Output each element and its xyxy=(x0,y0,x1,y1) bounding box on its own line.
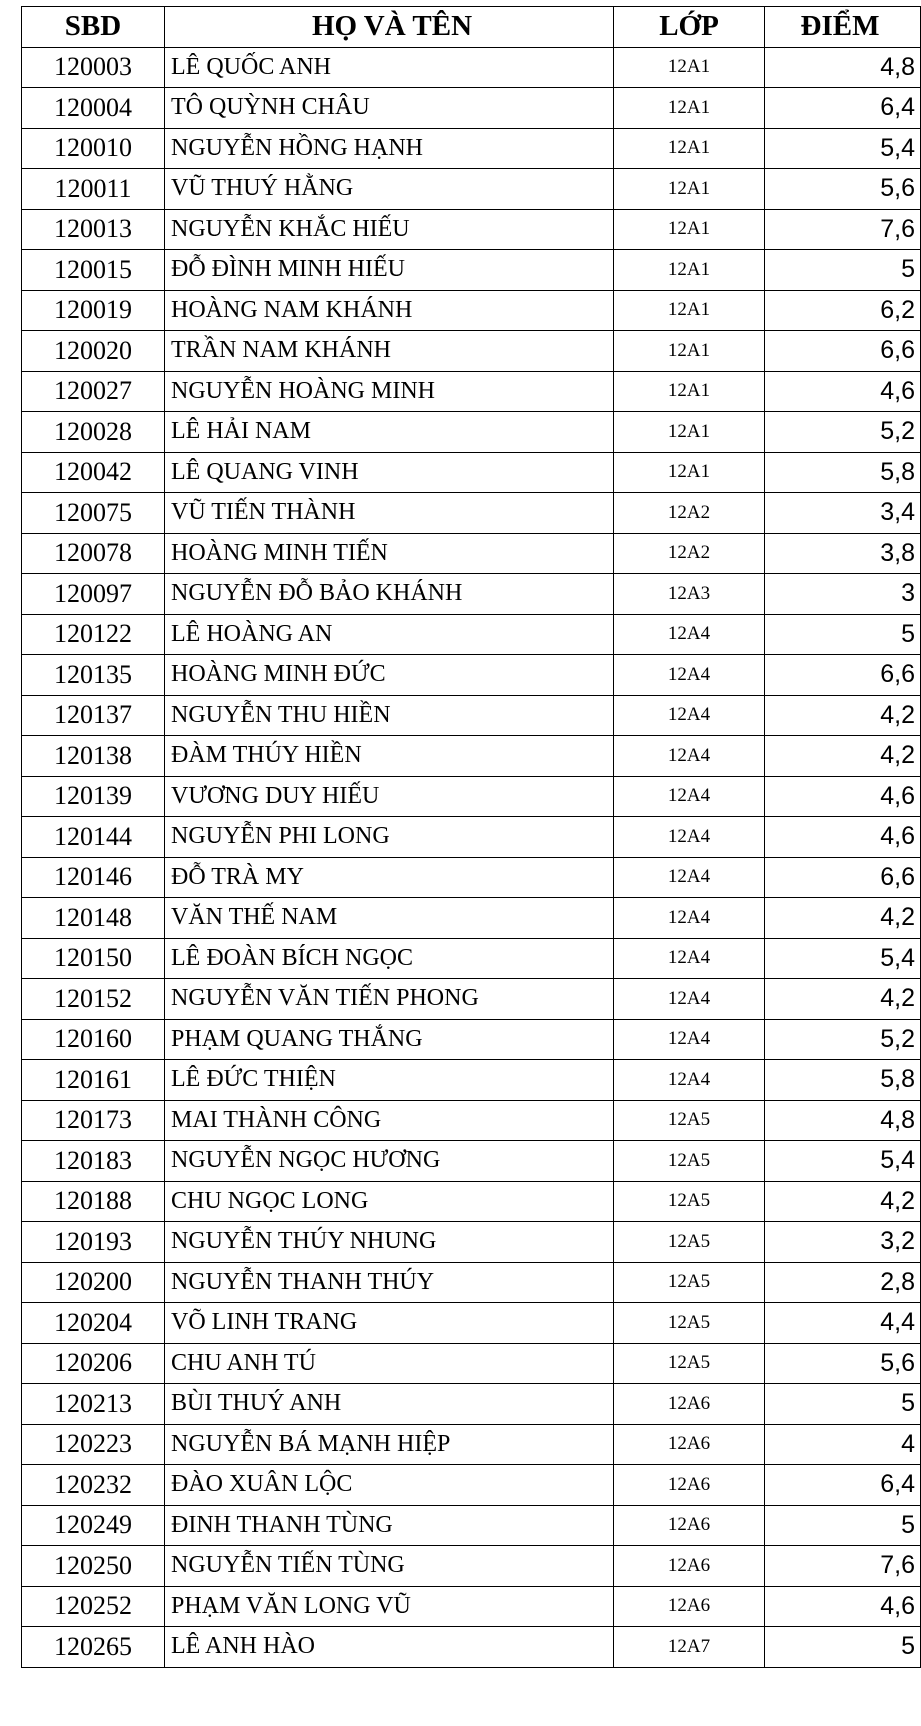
cell-name: CHU ANH TÚ xyxy=(165,1343,614,1384)
cell-score: 3 xyxy=(765,574,921,615)
table-row xyxy=(22,1060,921,1101)
cell-score: 5,6 xyxy=(765,1343,921,1384)
table-row xyxy=(22,938,921,979)
table-row xyxy=(22,817,921,858)
cell-score: 5 xyxy=(765,1505,921,1546)
score-table xyxy=(21,6,921,1668)
cell-name: NGUYỄN THÚY NHUNG xyxy=(165,1222,614,1263)
cell-name: VÕ LINH TRANG xyxy=(165,1303,614,1344)
cell-score: 4,8 xyxy=(765,47,921,88)
cell-score: 2,8 xyxy=(765,1262,921,1303)
cell-class: 12A4 xyxy=(614,857,765,898)
cell-name: ĐÀM THÚY HIỀN xyxy=(165,736,614,777)
cell-sbd: 120015 xyxy=(22,250,165,291)
cell-name: NGUYỄN ĐỖ BẢO KHÁNH xyxy=(165,574,614,615)
cell-class: 12A6 xyxy=(614,1505,765,1546)
cell-name: BÙI THUÝ ANH xyxy=(165,1384,614,1425)
cell-class: 12A4 xyxy=(614,817,765,858)
table-row xyxy=(22,979,921,1020)
cell-class: 12A1 xyxy=(614,209,765,250)
cell-sbd: 120200 xyxy=(22,1262,165,1303)
cell-name: LÊ ĐỨC THIỆN xyxy=(165,1060,614,1101)
cell-name: HOÀNG MINH TIẾN xyxy=(165,533,614,574)
cell-class: 12A1 xyxy=(614,412,765,453)
cell-name: NGUYỄN HỒNG HẠNH xyxy=(165,128,614,169)
table-row xyxy=(22,169,921,210)
table-row xyxy=(22,128,921,169)
table-row xyxy=(22,614,921,655)
cell-class: 12A4 xyxy=(614,938,765,979)
cell-name: MAI THÀNH CÔNG xyxy=(165,1100,614,1141)
cell-name: CHU NGỌC LONG xyxy=(165,1181,614,1222)
cell-class: 12A1 xyxy=(614,128,765,169)
cell-name: LÊ HẢI NAM xyxy=(165,412,614,453)
cell-sbd: 120188 xyxy=(22,1181,165,1222)
cell-sbd: 120027 xyxy=(22,371,165,412)
cell-class: 12A5 xyxy=(614,1343,765,1384)
table-row xyxy=(22,331,921,372)
cell-name: VŨ TIẾN THÀNH xyxy=(165,493,614,534)
cell-class: 12A1 xyxy=(614,371,765,412)
cell-sbd: 120252 xyxy=(22,1586,165,1627)
cell-score: 6,6 xyxy=(765,331,921,372)
cell-score: 4,2 xyxy=(765,695,921,736)
cell-class: 12A1 xyxy=(614,452,765,493)
table-row xyxy=(22,1222,921,1263)
cell-score: 3,8 xyxy=(765,533,921,574)
cell-class: 12A4 xyxy=(614,898,765,939)
cell-class: 12A6 xyxy=(614,1424,765,1465)
cell-name: VĂN THẾ NAM xyxy=(165,898,614,939)
table-row xyxy=(22,1424,921,1465)
cell-sbd: 120013 xyxy=(22,209,165,250)
cell-sbd: 120152 xyxy=(22,979,165,1020)
cell-class: 12A5 xyxy=(614,1262,765,1303)
cell-sbd: 120042 xyxy=(22,452,165,493)
cell-sbd: 120148 xyxy=(22,898,165,939)
cell-class: 12A4 xyxy=(614,655,765,696)
table-row xyxy=(22,1465,921,1506)
cell-class: 12A5 xyxy=(614,1181,765,1222)
cell-score: 5 xyxy=(765,614,921,655)
table-row xyxy=(22,574,921,615)
table-row xyxy=(22,1303,921,1344)
cell-class: 12A1 xyxy=(614,169,765,210)
cell-sbd: 120019 xyxy=(22,290,165,331)
cell-score: 5,6 xyxy=(765,169,921,210)
table-row xyxy=(22,47,921,88)
cell-sbd: 120144 xyxy=(22,817,165,858)
cell-score: 4,6 xyxy=(765,371,921,412)
cell-score: 5,2 xyxy=(765,412,921,453)
cell-class: 12A6 xyxy=(614,1465,765,1506)
cell-sbd: 120004 xyxy=(22,88,165,129)
table-row xyxy=(22,533,921,574)
header-row xyxy=(22,7,921,48)
cell-class: 12A1 xyxy=(614,250,765,291)
cell-score: 6,4 xyxy=(765,88,921,129)
table-row xyxy=(22,1181,921,1222)
cell-sbd: 120146 xyxy=(22,857,165,898)
table-row xyxy=(22,1141,921,1182)
cell-sbd: 120250 xyxy=(22,1546,165,1587)
cell-sbd: 120138 xyxy=(22,736,165,777)
cell-score: 4,2 xyxy=(765,979,921,1020)
table-row xyxy=(22,1343,921,1384)
cell-class: 12A7 xyxy=(614,1627,765,1668)
cell-score: 6,6 xyxy=(765,857,921,898)
cell-sbd: 120135 xyxy=(22,655,165,696)
cell-name: NGUYỄN KHẮC HIẾU xyxy=(165,209,614,250)
cell-name: HOÀNG NAM KHÁNH xyxy=(165,290,614,331)
cell-sbd: 120193 xyxy=(22,1222,165,1263)
cell-name: LÊ ĐOÀN BÍCH NGỌC xyxy=(165,938,614,979)
cell-class: 12A1 xyxy=(614,88,765,129)
cell-class: 12A1 xyxy=(614,331,765,372)
cell-score: 7,6 xyxy=(765,1546,921,1587)
cell-sbd: 120028 xyxy=(22,412,165,453)
cell-class: 12A5 xyxy=(614,1303,765,1344)
table-row xyxy=(22,857,921,898)
cell-name: LÊ QUỐC ANH xyxy=(165,47,614,88)
table-row xyxy=(22,1019,921,1060)
cell-score: 4,8 xyxy=(765,1100,921,1141)
cell-sbd: 120139 xyxy=(22,776,165,817)
cell-score: 5,2 xyxy=(765,1019,921,1060)
cell-sbd: 120183 xyxy=(22,1141,165,1182)
cell-sbd: 120213 xyxy=(22,1384,165,1425)
cell-name: NGUYỄN VĂN TIẾN PHONG xyxy=(165,979,614,1020)
cell-name: NGUYỄN HOÀNG MINH xyxy=(165,371,614,412)
cell-class: 12A5 xyxy=(614,1141,765,1182)
table-row xyxy=(22,1100,921,1141)
cell-score: 5,4 xyxy=(765,128,921,169)
table-row xyxy=(22,452,921,493)
table-row xyxy=(22,1586,921,1627)
cell-sbd: 120011 xyxy=(22,169,165,210)
cell-name: NGUYỄN NGỌC HƯƠNG xyxy=(165,1141,614,1182)
cell-class: 12A5 xyxy=(614,1100,765,1141)
cell-score: 6,2 xyxy=(765,290,921,331)
cell-score: 3,2 xyxy=(765,1222,921,1263)
cell-name: ĐÀO XUÂN LỘC xyxy=(165,1465,614,1506)
cell-score: 5 xyxy=(765,1627,921,1668)
cell-sbd: 120010 xyxy=(22,128,165,169)
cell-sbd: 120161 xyxy=(22,1060,165,1101)
cell-score: 5,4 xyxy=(765,938,921,979)
cell-name: VƯƠNG DUY HIẾU xyxy=(165,776,614,817)
cell-class: 12A2 xyxy=(614,533,765,574)
cell-score: 4,2 xyxy=(765,1181,921,1222)
cell-name: NGUYỄN TIẾN TÙNG xyxy=(165,1546,614,1587)
cell-name: ĐỖ ĐÌNH MINH HIẾU xyxy=(165,250,614,291)
table-row xyxy=(22,655,921,696)
cell-sbd: 120003 xyxy=(22,47,165,88)
cell-name: PHẠM QUANG THẮNG xyxy=(165,1019,614,1060)
cell-score: 5,4 xyxy=(765,1141,921,1182)
cell-score: 4 xyxy=(765,1424,921,1465)
cell-sbd: 120137 xyxy=(22,695,165,736)
cell-score: 5 xyxy=(765,250,921,291)
cell-name: ĐINH THANH TÙNG xyxy=(165,1505,614,1546)
cell-sbd: 120078 xyxy=(22,533,165,574)
cell-class: 12A2 xyxy=(614,493,765,534)
cell-class: 12A4 xyxy=(614,1019,765,1060)
cell-class: 12A3 xyxy=(614,574,765,615)
cell-class: 12A4 xyxy=(614,614,765,655)
cell-name: HOÀNG MINH ĐỨC xyxy=(165,655,614,696)
cell-score: 4,6 xyxy=(765,1586,921,1627)
cell-score: 4,6 xyxy=(765,817,921,858)
cell-class: 12A5 xyxy=(614,1222,765,1263)
cell-class: 12A1 xyxy=(614,47,765,88)
cell-name: NGUYỄN THU HIỀN xyxy=(165,695,614,736)
table-row xyxy=(22,88,921,129)
table-row xyxy=(22,1546,921,1587)
cell-name: NGUYỄN BÁ MẠNH HIỆP xyxy=(165,1424,614,1465)
cell-score: 3,4 xyxy=(765,493,921,534)
cell-sbd: 120249 xyxy=(22,1505,165,1546)
cell-name: TRẦN NAM KHÁNH xyxy=(165,331,614,372)
table-row xyxy=(22,1505,921,1546)
cell-class: 12A4 xyxy=(614,1060,765,1101)
cell-class: 12A4 xyxy=(614,736,765,777)
cell-sbd: 120020 xyxy=(22,331,165,372)
header-score: ĐIỂM xyxy=(765,7,921,48)
cell-name: LÊ QUANG VINH xyxy=(165,452,614,493)
table-row xyxy=(22,412,921,453)
table-row xyxy=(22,209,921,250)
cell-name: LÊ ANH HÀO xyxy=(165,1627,614,1668)
cell-class: 12A6 xyxy=(614,1546,765,1587)
cell-sbd: 120150 xyxy=(22,938,165,979)
cell-score: 5,8 xyxy=(765,452,921,493)
cell-score: 5,8 xyxy=(765,1060,921,1101)
cell-name: NGUYỄN THANH THÚY xyxy=(165,1262,614,1303)
cell-sbd: 120265 xyxy=(22,1627,165,1668)
cell-class: 12A4 xyxy=(614,695,765,736)
cell-score: 5 xyxy=(765,1384,921,1425)
cell-score: 7,6 xyxy=(765,209,921,250)
cell-score: 4,6 xyxy=(765,776,921,817)
cell-name: NGUYỄN PHI LONG xyxy=(165,817,614,858)
cell-name: TÔ QUỲNH CHÂU xyxy=(165,88,614,129)
table-row xyxy=(22,1627,921,1668)
cell-score: 6,4 xyxy=(765,1465,921,1506)
cell-sbd: 120122 xyxy=(22,614,165,655)
cell-score: 4,2 xyxy=(765,898,921,939)
cell-class: 12A1 xyxy=(614,290,765,331)
table-row xyxy=(22,776,921,817)
cell-score: 4,4 xyxy=(765,1303,921,1344)
cell-sbd: 120232 xyxy=(22,1465,165,1506)
cell-name: PHẠM VĂN LONG VŨ xyxy=(165,1586,614,1627)
table-row xyxy=(22,371,921,412)
table-row xyxy=(22,493,921,534)
table-row xyxy=(22,250,921,291)
table-row xyxy=(22,1262,921,1303)
cell-sbd: 120160 xyxy=(22,1019,165,1060)
table-row xyxy=(22,290,921,331)
cell-name: VŨ THUÝ HẰNG xyxy=(165,169,614,210)
cell-sbd: 120223 xyxy=(22,1424,165,1465)
table-row xyxy=(22,736,921,777)
cell-sbd: 120097 xyxy=(22,574,165,615)
header-name: HỌ VÀ TÊN xyxy=(165,7,614,48)
header-class: LỚP xyxy=(614,7,765,48)
cell-class: 12A4 xyxy=(614,776,765,817)
cell-name: ĐỖ TRÀ MY xyxy=(165,857,614,898)
cell-score: 6,6 xyxy=(765,655,921,696)
cell-class: 12A6 xyxy=(614,1586,765,1627)
cell-name: LÊ HOÀNG AN xyxy=(165,614,614,655)
table-row xyxy=(22,1384,921,1425)
table-row xyxy=(22,898,921,939)
cell-class: 12A4 xyxy=(614,979,765,1020)
header-sbd: SBD xyxy=(22,7,165,48)
cell-sbd: 120206 xyxy=(22,1343,165,1384)
table-row xyxy=(22,695,921,736)
cell-sbd: 120173 xyxy=(22,1100,165,1141)
cell-sbd: 120204 xyxy=(22,1303,165,1344)
cell-score: 4,2 xyxy=(765,736,921,777)
cell-sbd: 120075 xyxy=(22,493,165,534)
cell-class: 12A6 xyxy=(614,1384,765,1425)
